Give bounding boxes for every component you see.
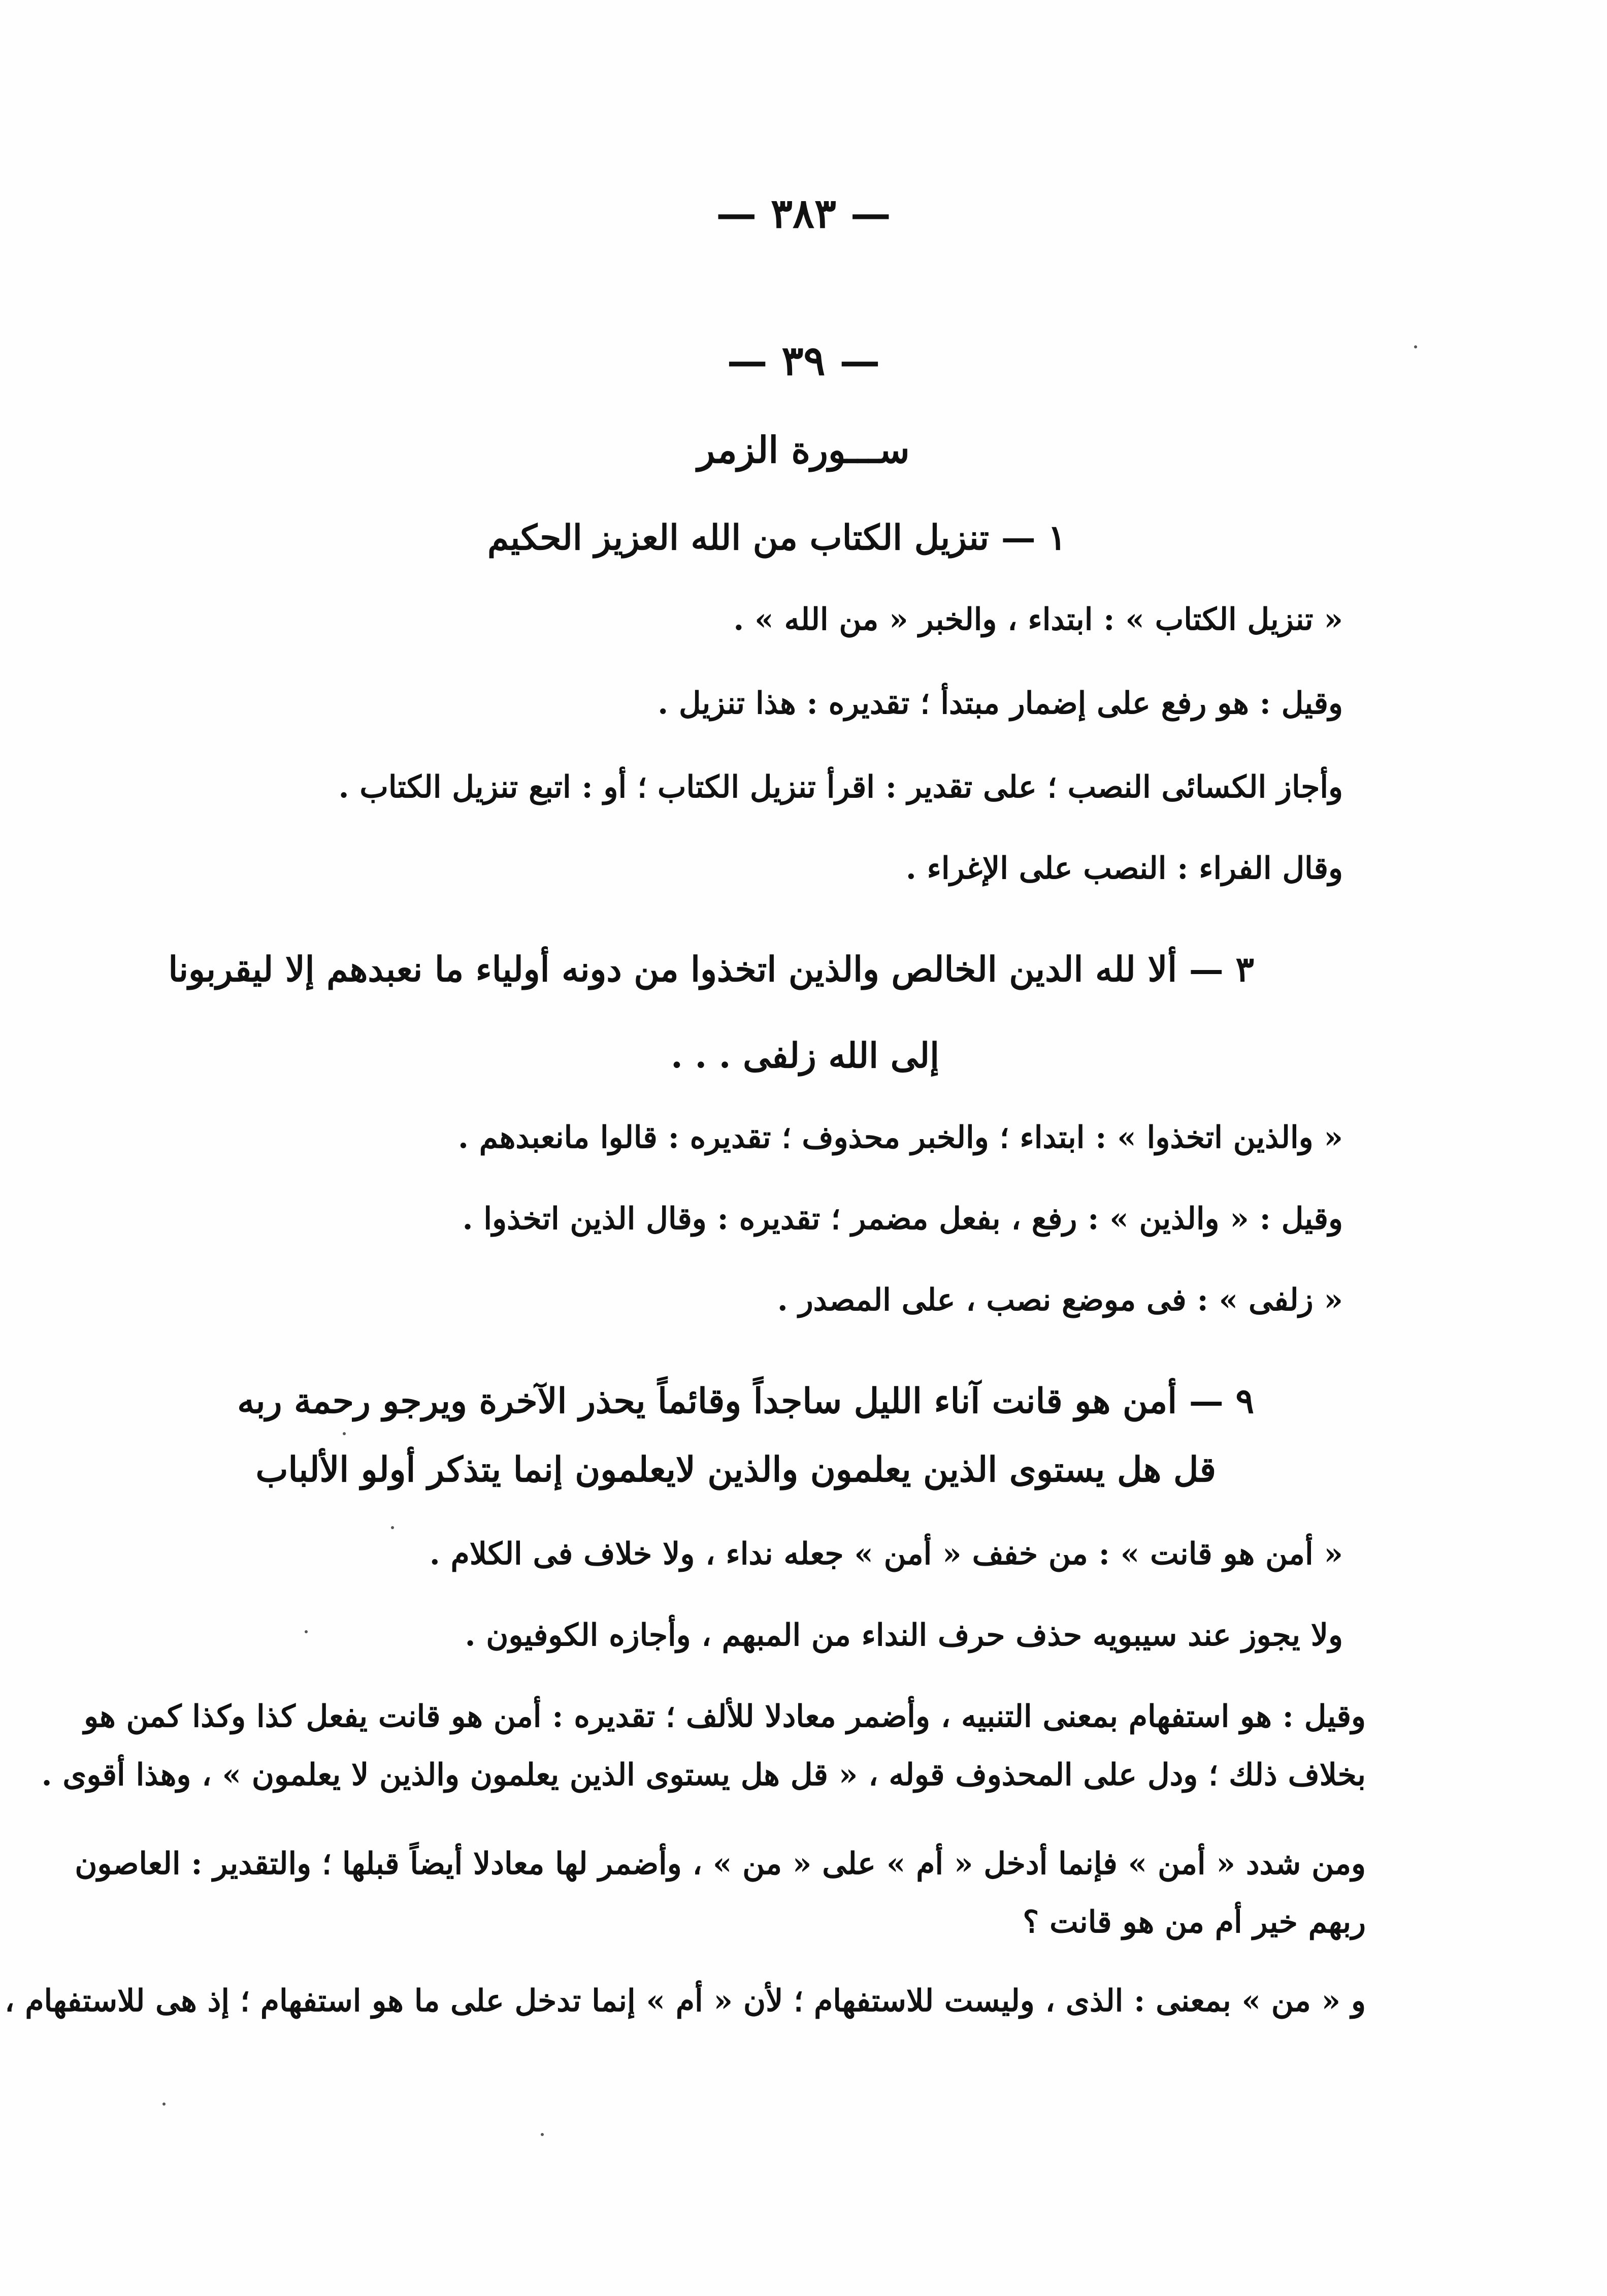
paragraph: وقال الفراء : النصب على الإغراء . xyxy=(905,851,1343,886)
verse-line: ٩ — أمن هو قانت آناء الليل ساجداً وقائماً يحذر الآخرة ويرجو رحمة ربه xyxy=(237,1381,1254,1421)
paragraph: « زلفى » : فى موضع نصب ، على المصدر . xyxy=(777,1282,1343,1318)
scan-speck xyxy=(343,1432,346,1435)
paragraph: وقيل : هو استفهام بمعنى التنبيه ، وأضمر معادلا للألف ؛ تقديره : أمن هو قانت يفعل كذا وكذا كمن هو xyxy=(84,1699,1366,1734)
scan-speck xyxy=(162,2103,166,2106)
scan-speck xyxy=(391,1526,394,1529)
scan-speck xyxy=(305,1630,308,1633)
paragraph: « تنزيل الكتاب » : ابتداء ، والخبر « من الله » . xyxy=(733,602,1343,637)
verse-line: إلى الله زلفى . . . xyxy=(671,1036,939,1076)
scan-speck xyxy=(541,2133,544,2136)
paragraph: ومن شدد « أمن » فإنما أدخل « أم » على « من » ، وأضمر لها معادلا أيضاً قبلها ؛ والتقدير : العاصون xyxy=(75,1846,1366,1882)
surah-title: ســـورة الزمر xyxy=(697,428,910,471)
paragraph: « والذين اتخذوا » : ابتداء ؛ والخبر محذوف ؛ تقديره : قالوا مانعبدهم . xyxy=(458,1120,1343,1155)
paragraph: ولا يجوز عند سيبويه حذف حرف النداء من المبهم ، وأجازه الكوفيون . xyxy=(465,1618,1343,1653)
scan-speck xyxy=(1414,345,1417,348)
paragraph: وأجاز الكسائى النصب ؛ على تقدير : اقرأ تنزيل الكتاب ؛ أو : اتبع تنزيل الكتاب . xyxy=(338,769,1343,805)
paragraph: بخلاف ذلك ؛ ودل على المحذوف قوله ، « قل هل يستوى الذين يعلمون والذين لا يعلمون » ، وهذا أقوى . xyxy=(41,1757,1366,1793)
paragraph: و « من » بمعنى : الذى ، وليست للاستفهام ؛ لأن « أم » إنما تدخل على ما هو استفهام ؛ إذ هى للاستفهام ، xyxy=(5,1983,1366,2019)
paragraph: ربهم خير أم من هو قانت ؟ xyxy=(1023,1904,1366,1940)
verse-line: قل هل يستوى الذين يعلمون والذين لايعلمون إنما يتذكر أولو الألباب xyxy=(255,1449,1216,1490)
chapter-number: — ٣٩ — xyxy=(727,337,880,384)
paragraph: وقيل : « والذين » : رفع ، بفعل مضمر ؛ تقديره : وقال الذين اتخذوا . xyxy=(462,1201,1343,1237)
paragraph: « أمن هو قانت » : من خفف « أمن » جعله نداء ، ولا خلاف فى الكلام . xyxy=(429,1536,1343,1572)
verse-line: ١ — تنزيل الكتاب من الله العزيز الحكيم xyxy=(487,518,1066,558)
paragraph: وقيل : هو رفع على إضمار مبتدأ ؛ تقديره : هذا تنزيل . xyxy=(658,686,1343,721)
verse-line: ٣ — ألا لله الدين الخالص والذين اتخذوا من دونه أولياء ما نعبدهم إلا ليقربونا xyxy=(168,949,1254,990)
page-number: — ٣٨٣ — xyxy=(716,189,891,237)
